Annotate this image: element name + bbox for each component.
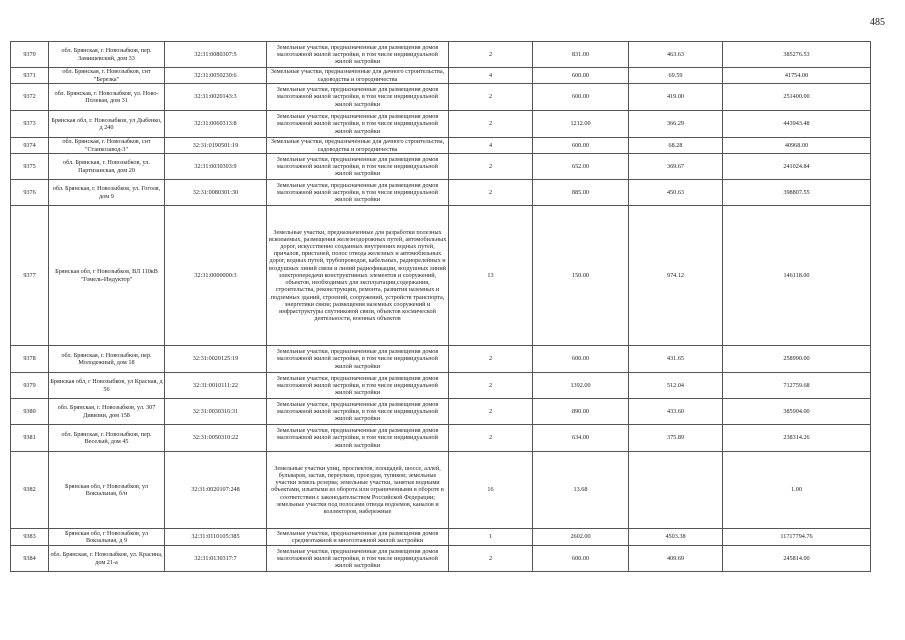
row-value: 385904.00 bbox=[723, 399, 871, 425]
row-land-use: Земельные участки, предназначенные для размещения домов малоэтажной жилой застройки, в том числе индивидуальной жилой застройки bbox=[267, 425, 449, 452]
row-group: 16 bbox=[449, 452, 533, 529]
row-number: 9377 bbox=[11, 206, 49, 346]
row-cadastral-number: 32:31:0020107:248 bbox=[165, 452, 267, 529]
row-land-use: Земельные участки, предназначенные для дачного строительства, садоводства и огородничества bbox=[267, 68, 449, 84]
row-number: 9383 bbox=[11, 529, 49, 546]
row-group: 2 bbox=[449, 84, 533, 111]
row-value: 41754.00 bbox=[723, 68, 871, 84]
row-number: 9375 bbox=[11, 154, 49, 180]
row-group: 2 bbox=[449, 346, 533, 373]
row-address: обл. Брянская, г. Новозыбков, пер. Замишевский, дом 33 bbox=[49, 42, 165, 68]
row-number: 9374 bbox=[11, 138, 49, 154]
row-value: 245814.00 bbox=[723, 546, 871, 572]
row-area: 634.00 bbox=[533, 425, 629, 452]
row-area: 600.00 bbox=[533, 68, 629, 84]
row-value: 40968.00 bbox=[723, 138, 871, 154]
row-group: 2 bbox=[449, 180, 533, 206]
row-number: 9378 bbox=[11, 346, 49, 373]
row-land-use: Земельные участки, предназначенные для размещения домов малоэтажной жилой застройки, в том числе индивидуальной жилой застройки bbox=[267, 180, 449, 206]
row-cadastral-number: 32:31:0030303:9 bbox=[165, 154, 267, 180]
row-value: 241024.84 bbox=[723, 154, 871, 180]
row-land-use: Земельные участки, предназначенные для размещения домов среднеэтажной и многоэтажной жилой застройки bbox=[267, 529, 449, 546]
table-row bbox=[11, 111, 871, 138]
table-row bbox=[11, 42, 871, 68]
row-group: 2 bbox=[449, 111, 533, 138]
row-rate: 433.60 bbox=[629, 399, 723, 425]
row-address: Брянская обл, г Новозыбков, ВЛ 110кВ "Гомель-Индуктор" bbox=[49, 206, 165, 346]
row-land-use: Земельные участки, предназначенные для размещения домов малоэтажной жилой застройки, в том числе индивидуальной жилой застройки bbox=[267, 346, 449, 373]
row-rate: 4503.38 bbox=[629, 529, 723, 546]
row-area: 150.00 bbox=[533, 206, 629, 346]
row-rate: 369.67 bbox=[629, 154, 723, 180]
row-area: 885.00 bbox=[533, 180, 629, 206]
row-number: 9373 bbox=[11, 111, 49, 138]
row-group: 2 bbox=[449, 546, 533, 572]
row-cadastral-number: 32:31:0110105:385 bbox=[165, 529, 267, 546]
row-area: 831.00 bbox=[533, 42, 629, 68]
table-row bbox=[11, 138, 871, 154]
row-number: 9371 bbox=[11, 68, 49, 84]
row-value: 11717794.76 bbox=[723, 529, 871, 546]
row-address: Брянская обл, г Новозыбков, ул Вокзальная, б/н bbox=[49, 452, 165, 529]
row-land-use: Земельные участки, предназначенные для дачного строительства, садоводства и огородничества bbox=[267, 138, 449, 154]
row-land-use: Земельные участки, предназначенные для размещения домов малоэтажной жилой застройки, в том числе индивидуальной жилой застройки bbox=[267, 399, 449, 425]
row-land-use: Земельные участки, предназначенные для размещения домов малоэтажной жилой застройки, в том числе индивидуальной жилой застройки bbox=[267, 154, 449, 180]
row-rate: 974.12 bbox=[629, 206, 723, 346]
row-number: 9384 bbox=[11, 546, 49, 572]
row-cadastral-number: 32:31:0080301:30 bbox=[165, 180, 267, 206]
row-land-use: Земельные участки, предназначенные для разработки полезных ископаемых, размещения железнодорожных путей, автомобильных дорог, искусственно созданных внутренних водных путей, причалов, пристаней, полос отвода железных и автомобильных дорог, водных путей, трубопроводов, кабельных, радиорелейных и воздушных линий связи и линий радиофикации, воздушных линий электропередачи конструктивных элементов и сооружений, объектов, необходимых для эксплуатации,содержания, строительства, реконструкции, ремонта, развития наземных и подземных зданий, строений, сооружений, устройств транспорта, энергетики связи; размещения наземных сооружений и инфраструктуры спутниковой связи, объектов космической деятельности, военных объектов bbox=[267, 206, 449, 346]
table-row bbox=[11, 84, 871, 111]
row-rate: 512.04 bbox=[629, 373, 723, 399]
cadastral-value-table bbox=[10, 41, 871, 572]
row-rate: 419.00 bbox=[629, 84, 723, 111]
row-group: 13 bbox=[449, 206, 533, 346]
row-rate: 68.28 bbox=[629, 138, 723, 154]
row-rate: 450.63 bbox=[629, 180, 723, 206]
row-cadastral-number: 32:31:0000000:3 bbox=[165, 206, 267, 346]
table-row bbox=[11, 373, 871, 399]
row-value: 258990.00 bbox=[723, 346, 871, 373]
row-area: 600.00 bbox=[533, 346, 629, 373]
row-area: 600.00 bbox=[533, 138, 629, 154]
row-value: 385276.53 bbox=[723, 42, 871, 68]
row-cadastral-number: 32:31:0030316:31 bbox=[165, 399, 267, 425]
table-row bbox=[11, 180, 871, 206]
row-address: обл. Брянская, г. Новозыбков, ул. Красина, дом 21-а bbox=[49, 546, 165, 572]
row-land-use: Земельные участки, предназначенные для размещения домов малоэтажной жилой застройки, в том числе индивидуальной жилой застройки bbox=[267, 111, 449, 138]
row-group: 4 bbox=[449, 68, 533, 84]
row-address: обл. Брянская, г. Новозыбков, снт "Березка" bbox=[49, 68, 165, 84]
row-number: 9376 bbox=[11, 180, 49, 206]
row-value: 146118.00 bbox=[723, 206, 871, 346]
row-address: обл. Брянская, г. Новозыбков, пер. Молодежный, дом 18 bbox=[49, 346, 165, 373]
row-group: 4 bbox=[449, 138, 533, 154]
row-area: 600.00 bbox=[533, 84, 629, 111]
row-value: 1.00 bbox=[723, 452, 871, 529]
row-land-use: Земельные участки, предназначенные для размещения домов малоэтажной жилой застройки, в том числе индивидуальной жилой застройки bbox=[267, 42, 449, 68]
row-address: обл. Брянская, г. Новозыбков, ул. 307 Дивизии, дом 158 bbox=[49, 399, 165, 425]
row-cadastral-number: 32:31:0080307:5 bbox=[165, 42, 267, 68]
row-cadastral-number: 32:31:0060313:8 bbox=[165, 111, 267, 138]
row-number: 9370 bbox=[11, 42, 49, 68]
row-area: 2602.00 bbox=[533, 529, 629, 546]
row-group: 2 bbox=[449, 154, 533, 180]
row-address: обл. Брянская, г. Новозыбков, ул. Гоголя, дом 9 bbox=[49, 180, 165, 206]
row-address: Брянская обл, г Новозыбков, ул Вокзальная, д 9 bbox=[49, 529, 165, 546]
row-cadastral-number: 32:31:0050310:22 bbox=[165, 425, 267, 452]
row-cadastral-number: 32:31:0130317:7 bbox=[165, 546, 267, 572]
table-row bbox=[11, 452, 871, 529]
table-row bbox=[11, 546, 871, 572]
row-rate: 366.29 bbox=[629, 111, 723, 138]
row-area: 890.00 bbox=[533, 399, 629, 425]
row-rate: 463.63 bbox=[629, 42, 723, 68]
row-land-use: Земельные участки, предназначенные для размещения домов малоэтажной жилой застройки, в том числе индивидуальной жилой застройки bbox=[267, 84, 449, 111]
row-value: 398807.55 bbox=[723, 180, 871, 206]
row-address: Брянская обл, г. Новозыбков, ул Дыбенко, д 240 bbox=[49, 111, 165, 138]
page-number: 485 bbox=[870, 17, 885, 28]
table-row bbox=[11, 346, 871, 373]
row-rate: 431.65 bbox=[629, 346, 723, 373]
row-area: 652.00 bbox=[533, 154, 629, 180]
row-cadastral-number: 32:31:0050230:6 bbox=[165, 68, 267, 84]
row-rate: 375.89 bbox=[629, 425, 723, 452]
row-group: 1 bbox=[449, 529, 533, 546]
row-address: обл. Брянская, г. Новозыбков, снт "Станкозавод-3" bbox=[49, 138, 165, 154]
row-land-use: Земельные участки, предназначенные для размещения домов малоэтажной жилой застройки, в том числе индивидуальной жилой застройки bbox=[267, 546, 449, 572]
row-cadastral-number: 32:31:0190501:19 bbox=[165, 138, 267, 154]
row-group: 2 bbox=[449, 373, 533, 399]
row-value: 443943.48 bbox=[723, 111, 871, 138]
row-value: 251400.00 bbox=[723, 84, 871, 111]
row-value: 238314.26 bbox=[723, 425, 871, 452]
row-value: 712759.68 bbox=[723, 373, 871, 399]
table-row bbox=[11, 399, 871, 425]
row-area: 600.00 bbox=[533, 546, 629, 572]
row-land-use: Земельные участки, предназначенные для размещения домов малоэтажной жилой застройки, в том числе индивидуальной жилой застройки bbox=[267, 373, 449, 399]
row-area: 13.68 bbox=[533, 452, 629, 529]
row-address: обл. Брянская, г. Новозыбков, пер. Веселый, дом 45 bbox=[49, 425, 165, 452]
row-group: 2 bbox=[449, 42, 533, 68]
row-rate: 409.69 bbox=[629, 546, 723, 572]
row-number: 9379 bbox=[11, 373, 49, 399]
table-row bbox=[11, 206, 871, 346]
row-land-use: Земельные участки улиц, проспектов, площадей, шоссе, аллей, бульваров, застав, переулков, проездов, тупиков; земельные участки земель резерва; земельные участки, занятые водными объектами, изъятыми из оборота или ограниченными в обороте в соответствии с законодательством Российской Федерации; земельные участки под полосами отвода водоемов, каналов и коллекторов, набережные bbox=[267, 452, 449, 529]
row-address: Брянская обл, г Новозыбков, ул Красная, д 56 bbox=[49, 373, 165, 399]
row-cadastral-number: 32:31:0010111:22 bbox=[165, 373, 267, 399]
row-cadastral-number: 32:31:0020143:3 bbox=[165, 84, 267, 111]
row-cadastral-number: 32:31:0020125:19 bbox=[165, 346, 267, 373]
row-number: 9382 bbox=[11, 452, 49, 529]
row-number: 9372 bbox=[11, 84, 49, 111]
row-area: 1392.00 bbox=[533, 373, 629, 399]
table-row bbox=[11, 529, 871, 546]
table-row bbox=[11, 425, 871, 452]
row-rate bbox=[629, 452, 723, 529]
table-row bbox=[11, 154, 871, 180]
row-rate: 69.59 bbox=[629, 68, 723, 84]
row-number: 9381 bbox=[11, 425, 49, 452]
row-area: 1212.00 bbox=[533, 111, 629, 138]
table-row bbox=[11, 68, 871, 84]
row-group: 2 bbox=[449, 399, 533, 425]
row-address: обл. Брянская, г. Новозыбков, ул. Партизанская, дом 20 bbox=[49, 154, 165, 180]
row-number: 9380 bbox=[11, 399, 49, 425]
row-group: 2 bbox=[449, 425, 533, 452]
row-address: обл. Брянская, г. Новозыбков, ул. Ново-Полевая, дом 31 bbox=[49, 84, 165, 111]
